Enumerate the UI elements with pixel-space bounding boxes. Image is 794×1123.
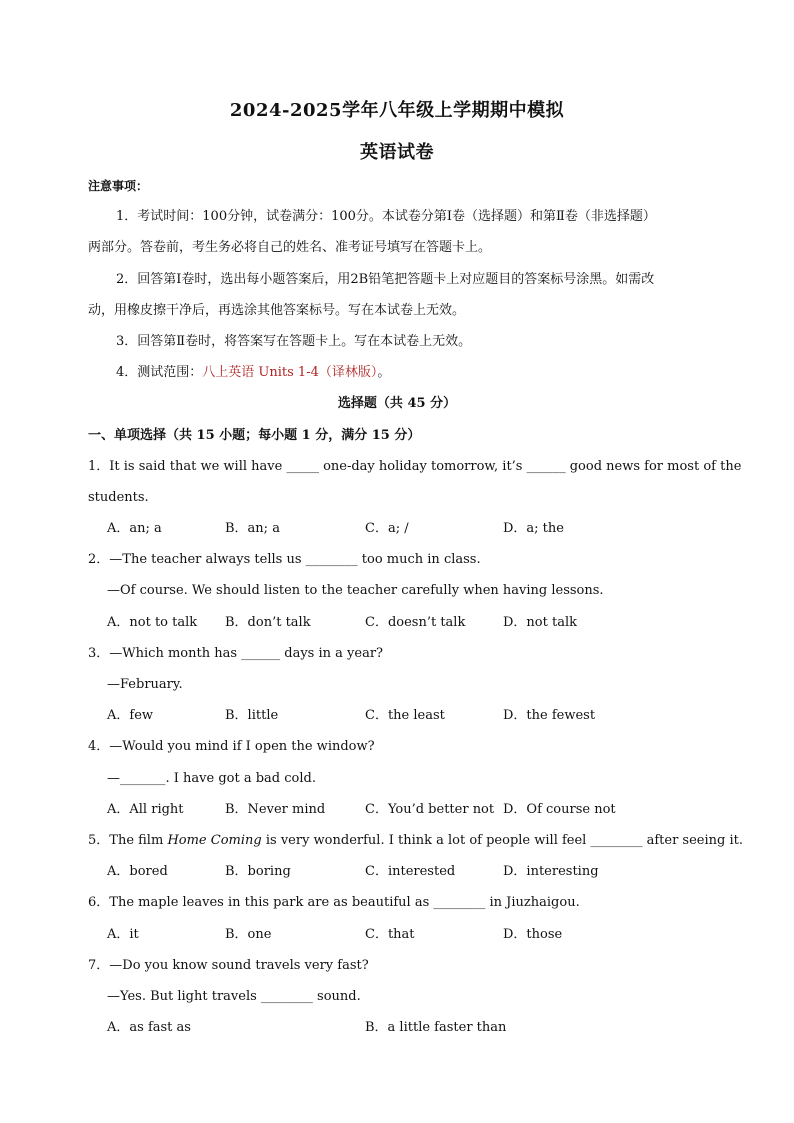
exam-title: 2024-2025学年八年级上学期期中模拟	[229, 100, 565, 121]
notice-item-4	[116, 365, 390, 381]
question-5-option-c[interactable]: C．interested	[365, 864, 456, 879]
question-5-option-a[interactable]: A．bored	[107, 864, 168, 879]
question-2-option-b[interactable]: B．don’t talk	[225, 615, 311, 630]
question-6-option-b[interactable]: B．one	[225, 927, 272, 942]
notice-item-2-line-1: 2．回答第Ⅰ卷时，选出每小题答案后，用2B铅笔把答题卡上对应题目的答案标号涂黑。如需改	[116, 272, 655, 287]
question-5-stem-post: is very wonderful. I think a lot of people will feel ________ after seeing it.	[261, 833, 743, 848]
question-5-option-d[interactable]: D．interesting	[503, 864, 599, 879]
question-2-option-d[interactable]: D．not talk	[503, 615, 577, 630]
question-1-option-a[interactable]: A．an; a	[107, 521, 162, 536]
question-1-stem-line-1: 1．It is said that we will have _____ one-day holiday tomorrow, it’s ______ good news for most of the	[88, 459, 742, 474]
notice-item-1-line-1: 1．考试时间：100分钟，试卷满分：100分。本试卷分第Ⅰ卷（选择题）和第Ⅱ卷（非选择题）	[116, 209, 656, 224]
question-3-stem-line-2: —February.	[107, 677, 183, 692]
question-7-stem-line-1: 7．—Do you know sound travels very fast?	[88, 958, 369, 973]
question-1-option-b[interactable]: B．an; a	[225, 521, 280, 536]
question-5-stem-pre: 5．The film	[88, 833, 168, 848]
test-scope: 八上英语 Units 1-4（译林版）	[202, 365, 378, 380]
question-4-stem-line-2: —_______. I have got a bad cold.	[107, 771, 316, 786]
question-3-stem-line-1: 3．—Which month has ______ days in a year?	[88, 646, 384, 661]
question-6-stem: 6．The maple leaves in this park are as beautiful as ________ in Jiuzhaigou.	[88, 895, 580, 910]
exam-subtitle: 英语试卷	[360, 142, 434, 163]
question-6-option-a[interactable]: A．it	[107, 927, 139, 942]
question-2-stem-line-2: —Of course. We should listen to the teacher carefully when having lessons.	[107, 583, 604, 598]
question-5-option-b[interactable]: B．boring	[225, 864, 291, 879]
question-6-option-d[interactable]: D．those	[503, 927, 563, 942]
question-4-stem-line-1: 4．—Would you mind if I open the window?	[88, 739, 375, 754]
question-1-option-d[interactable]: D．a; the	[503, 521, 564, 536]
notice-item-4-prefix: 4．测试范围：	[116, 365, 203, 380]
notice-item-3: 3．回答第Ⅱ卷时，将答案写在答题卡上。写在本试卷上无效。	[116, 334, 472, 349]
question-4-option-b[interactable]: B．Never mind	[225, 802, 326, 817]
question-2-stem-line-1: 2．—The teacher always tells us ________ too much in class.	[88, 552, 481, 567]
question-3-option-c[interactable]: C．the least	[365, 708, 445, 723]
question-7-stem-line-2: —Yes. But light travels ________ sound.	[107, 989, 361, 1004]
question-4-option-a[interactable]: A．All right	[107, 802, 184, 817]
question-2-option-a[interactable]: A．not to talk	[107, 615, 198, 630]
question-1-option-c[interactable]: C．a; /	[365, 521, 409, 536]
section-title: 选择题（共 45 分）	[337, 396, 457, 411]
notice-item-1-line-2: 两部分。答卷前，考生务必将自己的姓名、准考证号填写在答题卡上。	[88, 240, 492, 255]
question-3-option-b[interactable]: B．little	[225, 708, 279, 723]
question-3-option-a[interactable]: A．few	[107, 708, 154, 723]
notice-item-4-suffix: 。	[377, 365, 391, 380]
question-4-option-c[interactable]: C．You’d better not	[365, 802, 495, 817]
notice-item-2-line-2: 动，用橡皮擦干净后，再选涂其他答案标号。写在本试卷上无效。	[88, 303, 466, 318]
notice-heading: 注意事项：	[88, 179, 149, 193]
question-5-stem	[88, 833, 743, 849]
question-1-stem-line-2: students.	[88, 490, 149, 505]
question-3-option-d[interactable]: D．the fewest	[503, 708, 596, 723]
question-4-option-d[interactable]: D．Of course not	[503, 802, 616, 817]
question-7-option-b[interactable]: B．a little faster than	[365, 1020, 507, 1035]
question-6-option-c[interactable]: C．that	[365, 927, 415, 942]
part-1-heading: 一、单项选择（共 15 小题；每小题 1 分，满分 15 分）	[88, 428, 421, 443]
film-title: Home Coming	[167, 833, 262, 848]
question-2-option-c[interactable]: C．doesn’t talk	[365, 615, 466, 630]
question-7-option-a[interactable]: A．as fast as	[107, 1020, 191, 1035]
